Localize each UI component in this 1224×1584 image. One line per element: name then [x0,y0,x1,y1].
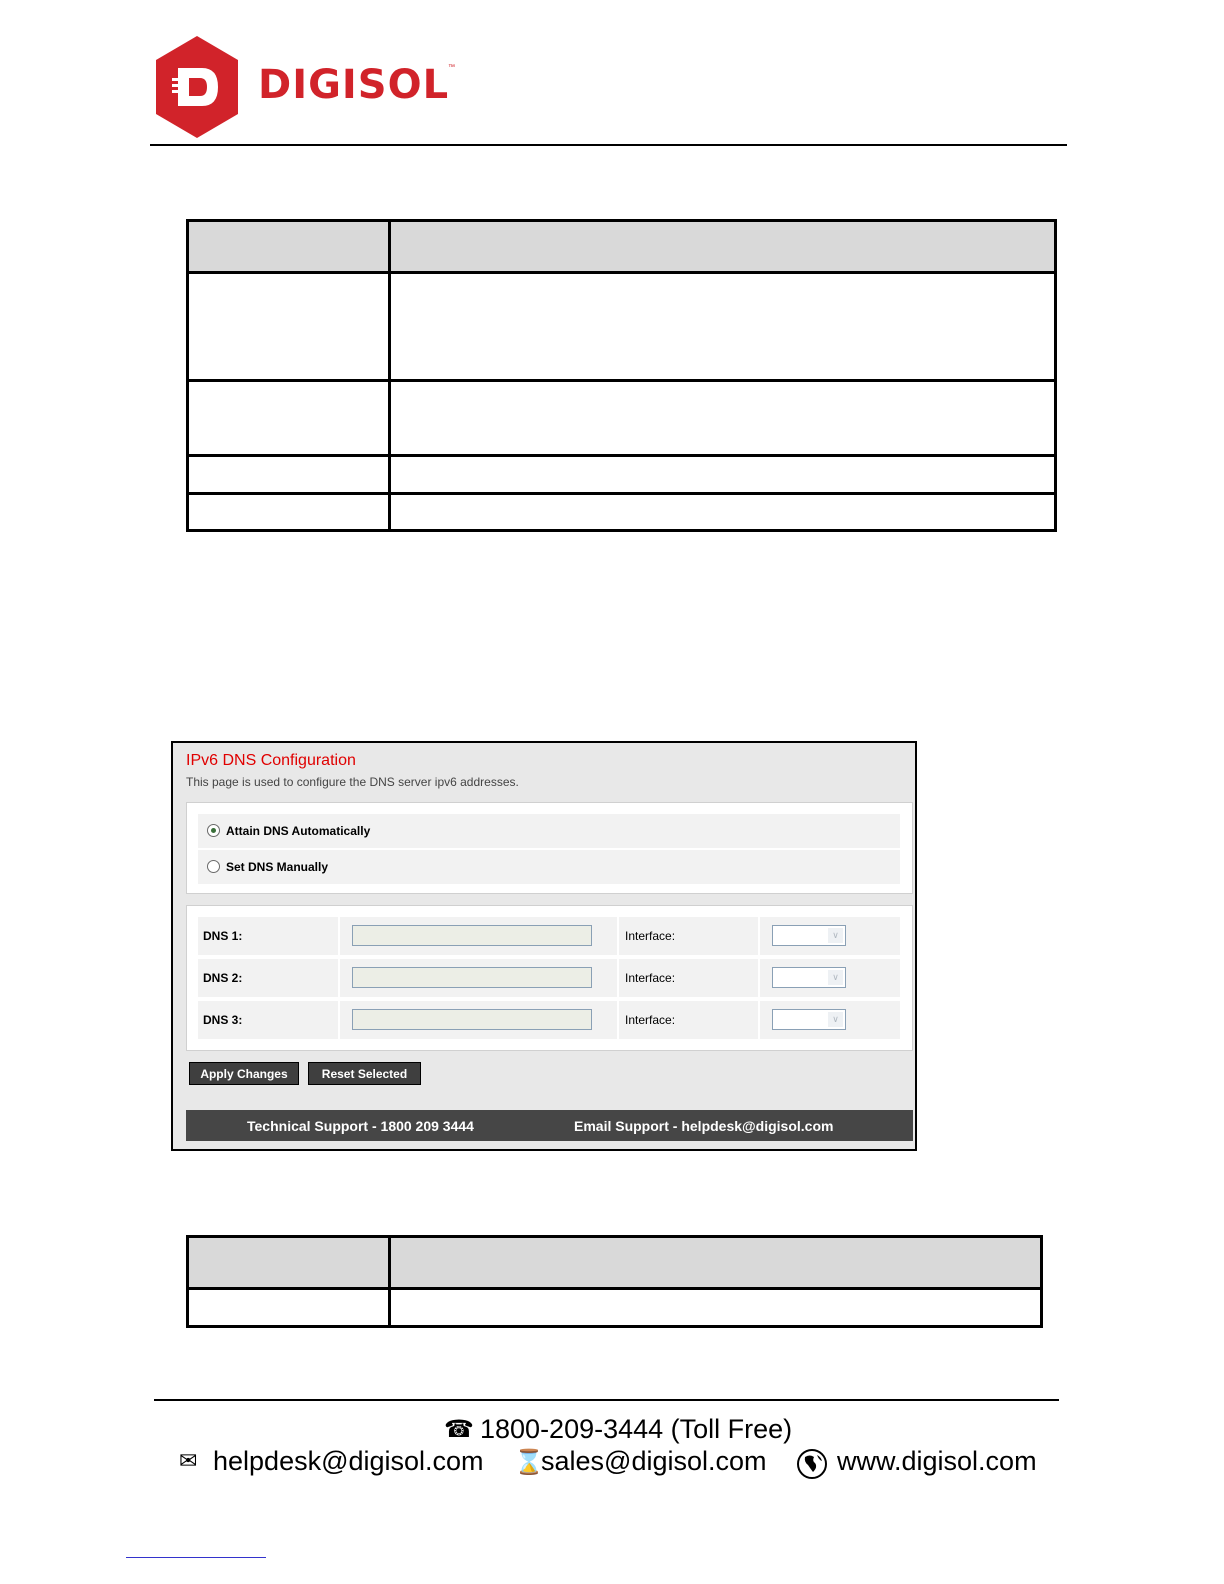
table-row [188,494,1056,531]
reset-selected-button[interactable]: Reset Selected [308,1062,421,1085]
page-description: This page is used to configure the DNS server ipv6 addresses. [186,775,519,789]
table-row [188,456,1056,494]
radio-label: Set DNS Manually [226,860,329,874]
apply-changes-button[interactable]: Apply Changes [189,1062,299,1085]
link-underline [126,1557,266,1558]
table-cell [188,221,390,273]
table-row [188,273,1056,381]
dns1-interface-select[interactable] [772,925,846,946]
radio-attain-dns-auto[interactable] [207,824,220,837]
dns1-input[interactable] [352,925,592,946]
dns-row-3 [198,1001,900,1039]
digisol-hexagon-icon [152,34,242,140]
interface-label: Interface: [625,1013,676,1027]
parameter-table-top [186,219,1057,532]
radio-set-dns-manual[interactable] [207,860,220,873]
trademark-mark: ™ [448,64,455,71]
sales-email[interactable]: sales@digisol.com [541,1446,767,1476]
digisol-logo [152,34,472,140]
footer-divider [154,1399,1059,1401]
table-cell [188,494,390,531]
dns-row-1 [198,917,900,955]
tech-support-text: Technical Support - 1800 209 3444 [247,1118,474,1134]
table-cell [390,221,1056,273]
table-cell [188,273,390,381]
table-cell [390,381,1056,456]
table-header-row [188,1237,1042,1289]
table-row [188,381,1056,456]
interface-label: Interface: [625,929,676,943]
chevron-down-icon: ∨ [828,928,843,943]
mail-icon: ✉ [179,1448,198,1473]
dns-row-2 [198,959,900,997]
toll-free-phone: 1800-209-3444 (Toll Free) [480,1414,793,1444]
interface-label: Interface: [625,971,676,985]
hourglass-icon: ⌛ [514,1449,544,1476]
chevron-down-icon: ∨ [828,970,843,985]
dns-label: DNS 1: [203,929,243,943]
dns2-interface-select[interactable] [772,967,846,988]
table-cell [390,456,1056,494]
page-title: IPv6 DNS Configuration [186,752,356,769]
radio-row-manual[interactable] [198,850,900,884]
table-row [188,1289,1042,1327]
header-divider [150,144,1067,146]
table-cell [390,1289,1042,1327]
table-cell [390,273,1056,381]
dns3-interface-select[interactable] [772,1009,846,1030]
brand-name: DIGISOL [258,62,450,108]
table-cell [390,494,1056,531]
table-cell [188,456,390,494]
phone-icon: ☎ [444,1416,474,1443]
support-footer-bar [186,1110,913,1141]
parameter-table-bottom [186,1235,1043,1328]
table-cell [188,381,390,456]
chevron-down-icon: ∨ [828,1012,843,1027]
globe-icon [796,1448,828,1480]
ipv6-dns-config-panel [171,741,917,1151]
dns-label: DNS 3: [203,1013,243,1027]
table-cell [390,1237,1042,1289]
email-support-text: Email Support - helpdesk@digisol.com [574,1118,834,1134]
website-link[interactable]: www.digisol.com [837,1446,1037,1476]
dns-servers-section [186,905,913,1051]
radio-row-auto[interactable] [198,814,900,848]
radio-label: Attain DNS Automatically [226,824,371,838]
dns2-input[interactable] [352,967,592,988]
table-cell [188,1237,390,1289]
helpdesk-email[interactable]: helpdesk@digisol.com [213,1446,484,1476]
table-header-row [188,221,1056,273]
dns-mode-section [186,802,913,894]
dns3-input[interactable] [352,1009,592,1030]
dns-label: DNS 2: [203,971,243,985]
table-cell [188,1289,390,1327]
